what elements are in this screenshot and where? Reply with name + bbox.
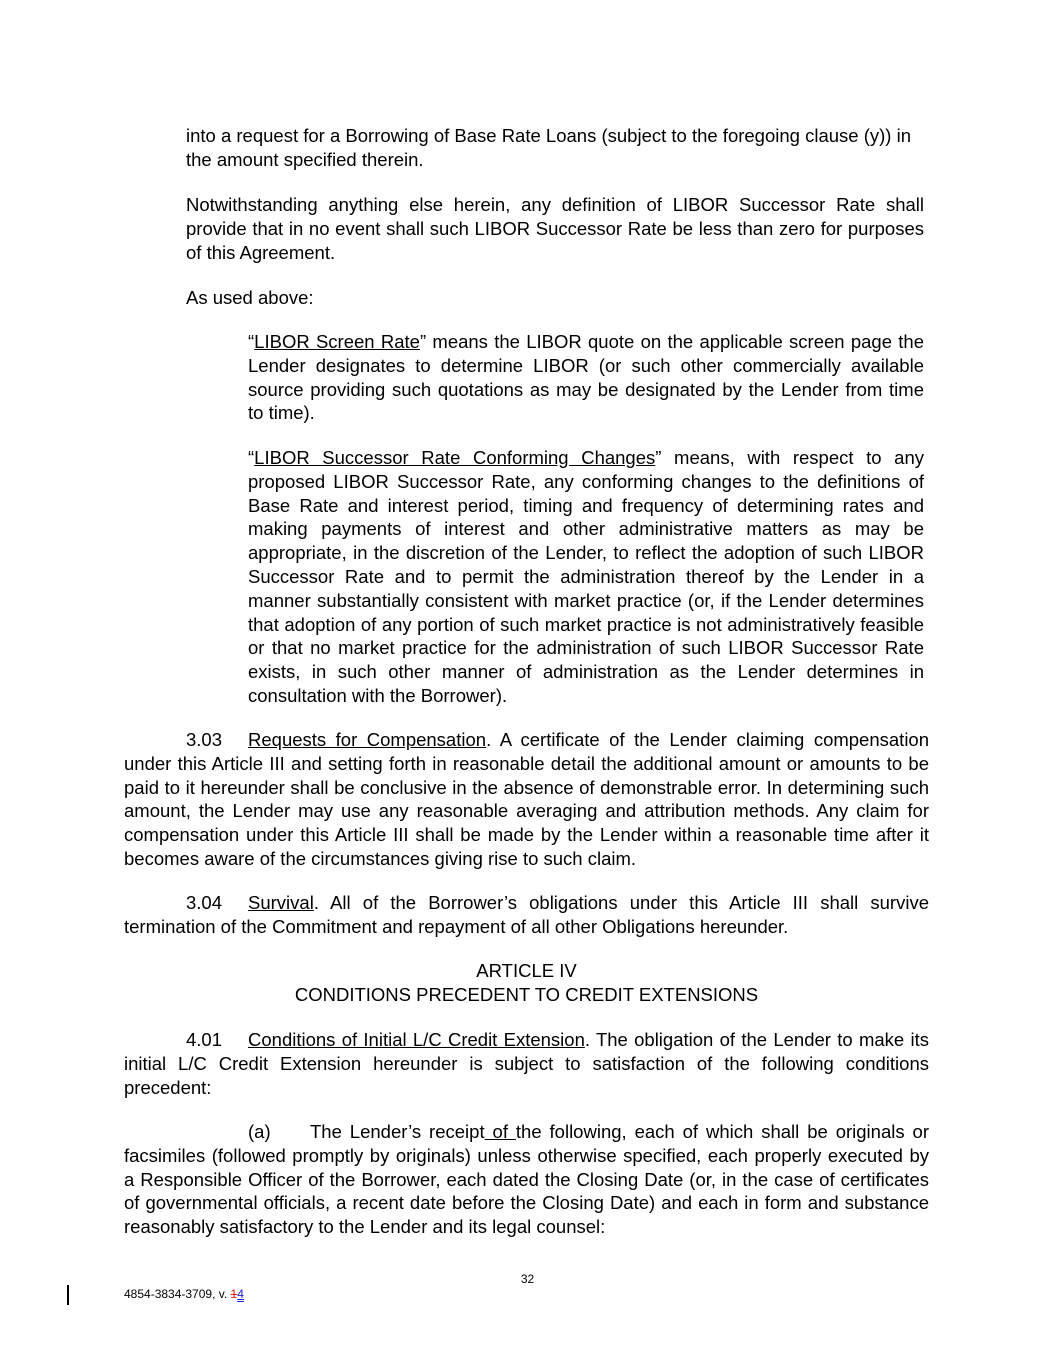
close-quote: ” [419,331,427,352]
section-number: 3.03 [186,729,223,750]
definition-body: means the LIBOR quote on the applicable screen page the Lender designates to determine LIBOR (or such other commercially available source providing such quotations as may be designated by the Lender from time to time). [248,331,924,424]
document-id-footer [124,1287,244,1301]
inserted-version: 4 [237,1287,244,1301]
section-body: . All of the Borrower’s obligations under this Article III shall survive termination of the Commitment and repayment of all other Obligations hereunder. [124,892,929,937]
definition-libor-screen-rate [248,330,924,425]
section-number: 4.01 [186,1029,223,1050]
section-title: Conditions of Initial L/C Credit Extension [248,1029,585,1050]
defined-term: LIBOR Screen Rate [254,331,420,352]
section-title: Survival [248,892,314,913]
section-body: . The obligation of the Lender to make its initial L/C Credit Extension hereunder is subject to satisfaction of the following conditions precedent: [124,1029,929,1098]
paragraph-line: into a request for a Borrowing of Base Rate Loans (subject to the foregoing clause (y)) in [186,125,911,146]
section-4-01 [124,1028,929,1099]
inserted-text: of [484,1121,516,1142]
page-number: 32 [520,1272,535,1286]
defined-term: LIBOR Successor Rate Conforming Changes [254,447,656,468]
open-quote: “ [248,331,255,352]
clause-a [124,1120,929,1239]
clause-text-after: the following, each of which shall be originals or facsimiles (followed promptly by originals) unless otherwise specified, each properly executed by a Responsible Officer of the Borrower, each dated the Closing Date (or, in the case of certificates of governmental officials, a recent date before the Closing Date) and each in form and substance reasonably satisfactory to the Lender and its legal counsel: [124,1121,929,1238]
definition-libor-conforming-changes [248,446,924,708]
definition-body: means, with respect to any proposed LIBOR Successor Rate, any conforming changes to the definitions of Base Rate and interest period, timing and frequency of determining rates and making payments of interest and other administrative matters as may be appropriate, in the discretion of the Lender, to reflect the adoption of such LIBOR Successor Rate and to permit the administration thereof by the Lender in a manner substantially consistent with market practice (or, if the Lender determines that adoption of any portion of such market practice is not administratively feasible or that no market practice for the administration of such LIBOR Successor Rate exists, in such other manner of administration as the Lender determines in consultation with the Borrower). [248,447,924,706]
paragraph-line: the amount specified therein. [186,148,424,170]
continuation-paragraph [186,124,924,172]
section-number: 3.04 [186,892,223,913]
section-body: . A certificate of the Lender claiming compensation under this Article III and setting forth in reasonable detail the additional amount or amounts to be paid to it hereunder shall be conclusive in the absence of demonstrable error. In determining such amount, the Lender may use any reasonable averaging and attribution methods. Any claim for compensation under this Article III shall be made by the Lender within a reasonable time after it becomes aware of the circumstances giving rise to such claim. [124,729,930,869]
article-title: CONDITIONS PRECEDENT TO CREDIT EXTENSIONS [294,984,759,1005]
document-id: 4854-3834-3709, v. [124,1287,231,1301]
clause-text-before: The Lender’s receipt [310,1121,485,1142]
section-3-04 [124,891,929,939]
revision-change-bar [67,1285,69,1305]
clause-label: (a) [248,1121,271,1142]
deleted-version: 1 [230,1287,238,1301]
section-title: Requests for Compensation [248,729,487,750]
section-3-03 [124,728,929,871]
article-label: ARTICLE IV [476,960,577,981]
close-quote: ” [655,447,662,468]
libor-floor-paragraph: Notwithstanding anything else herein, any definition of LIBOR Successor Rate shall provide that in no event shall such LIBOR Successor Rate be less than zero for purposes of this Agreement. [186,194,924,263]
open-quote: “ [248,447,255,468]
as-used-above: As used above: [186,287,314,308]
